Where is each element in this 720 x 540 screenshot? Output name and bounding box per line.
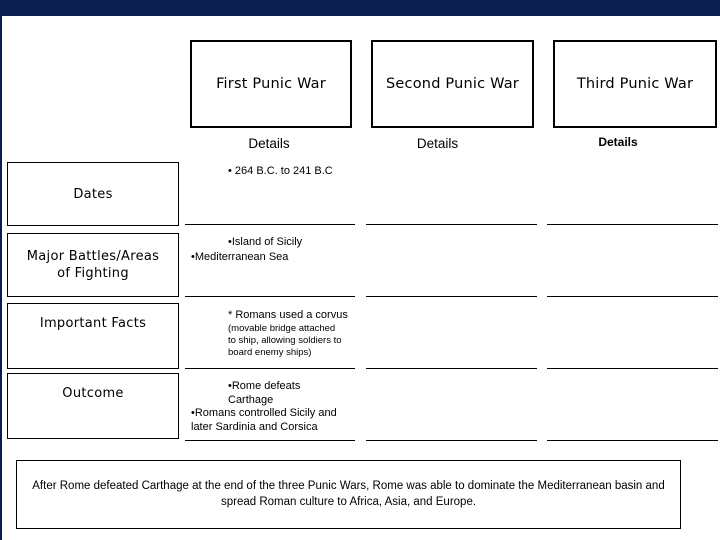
header-third-punic-war: Third Punic War [553,40,717,128]
header-second-punic-war: Second Punic War [371,40,534,128]
row-label-battles [7,233,179,297]
answer-line [185,368,355,369]
answer-line [547,368,718,369]
first-war-fact-detail-1: (movable bridge attached [228,323,336,334]
first-war-battles-sicily: •Island of Sicily [228,236,303,248]
answer-line [366,368,537,369]
row-label-text: Major Battles/Areas of Fighting [26,249,160,281]
top-banner [0,0,720,16]
answer-line [547,224,718,225]
first-war-battles-sea: •Mediterranean Sea [191,251,289,263]
answer-line [366,440,537,441]
first-war-outcome-4: later Sardinia and Corsica [191,421,318,433]
row-label-text: Outcome [62,386,124,401]
row-label-text: Dates [73,186,113,202]
answer-line [185,296,355,297]
answer-line [547,296,718,297]
answer-line [547,440,718,441]
summary-text: After Rome defeated Carthage at the end of the three Punic Wars, Rome was able to dominate the Mediterranean basin and spread Roman culture to Africa, Asia, and Europe. [32,480,665,508]
first-war-fact-detail-2: to ship, allowing soldiers to [228,335,342,346]
details-label-second: Details [416,136,459,151]
row-label-facts [7,303,179,369]
first-war-outcome-3: •Romans controlled Sicily and [191,407,337,419]
first-war-outcome-1: •Rome defeats [228,380,301,392]
left-edge-bar [0,16,2,540]
row-label-outcome [7,373,179,439]
row-label-dates [7,162,179,226]
header-first-punic-war: First Punic War [190,40,352,128]
answer-line [185,224,355,225]
details-label-first: Details [248,136,290,151]
answer-line [185,440,355,441]
row-label-text: Important Facts [39,316,147,331]
details-label-third: Details [598,135,638,149]
answer-line [366,296,537,297]
first-war-fact-corvus: * Romans used a corvus [228,309,348,321]
first-war-fact-detail-3: board enemy ships) [228,347,312,358]
answer-line [366,224,537,225]
first-war-dates: • 264 B.C. to 241 B.C [228,165,333,177]
summary-box [16,460,681,529]
first-war-outcome-2: Carthage [228,394,274,406]
